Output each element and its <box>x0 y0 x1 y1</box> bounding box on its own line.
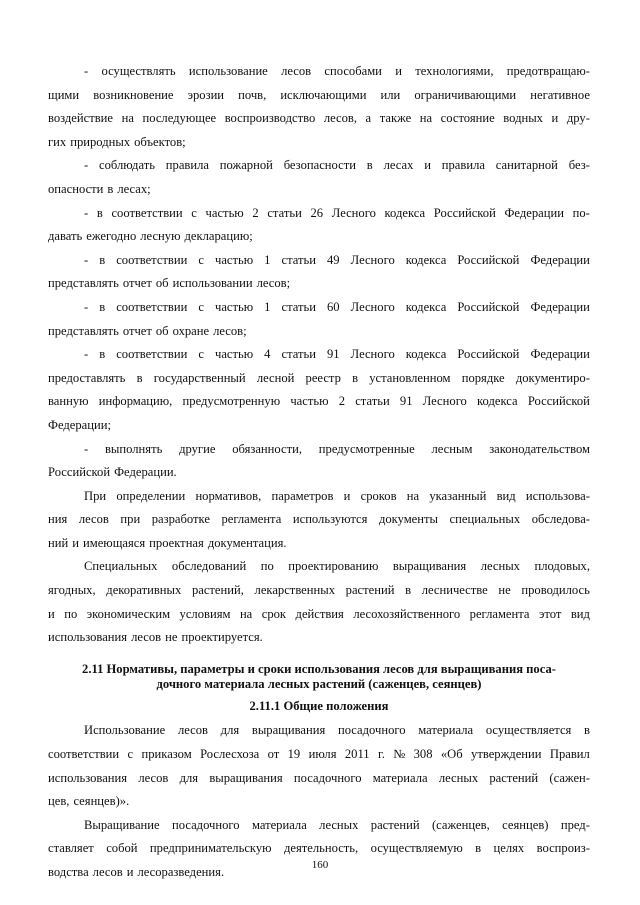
paragraph-p5 <box>48 296 590 343</box>
text-line: - соблюдать правила пожарной безопасности в лесах и правила санитарной без- <box>84 158 590 173</box>
text-line: использования лесов для выращивания посадочного материала лесных растений (сажен- <box>48 770 590 785</box>
paragraph-p7 <box>48 438 590 485</box>
text-line: - в соответствии с частью 4 статьи 91 Лесного кодекса Российской Федерации <box>84 347 590 362</box>
section-heading <box>48 662 590 693</box>
text-line: опасности в лесах; <box>48 181 151 196</box>
text-line: Специальных обследований по проектированию выращивания лесных плодовых, <box>84 559 590 574</box>
section-heading-line: 2.11 Нормативы, параметры и сроки использования лесов для выращивания поса- <box>82 661 556 676</box>
text-line: ний и имеющаяся проектная документация. <box>48 535 287 550</box>
text-line: гих природных объектов; <box>48 134 186 149</box>
text-line: цев, сеянцев)». <box>48 794 130 809</box>
text-line: ния лесов при разработке регламента используются документы специальных обследова- <box>48 512 590 527</box>
paragraph-p2 <box>48 154 590 201</box>
paragraph-p3 <box>48 202 590 249</box>
text-line: воздействие на последующее воспроизводство лесов, а также на состояние водных и дру- <box>48 111 590 126</box>
paragraph-p6 <box>48 343 590 437</box>
paragraph-p10 <box>48 719 590 813</box>
paragraph-p9 <box>48 555 590 649</box>
text-line: представлять отчет об охране лесов; <box>48 323 247 338</box>
paragraph-p8 <box>48 485 590 556</box>
text-line: ставляет собой предпринимательскую деятельность, осуществляемую в целях воспроиз- <box>48 841 590 856</box>
text-line: предоставлять в государственный лесной реестр в установленном порядке документиро- <box>48 370 590 385</box>
text-line: При определении нормативов, параметров и сроков на указанный вид использова- <box>84 488 590 503</box>
text-line: - выполнять другие обязанности, предусмотренные лесным законодательством <box>84 441 590 456</box>
text-line: Федерации; <box>48 417 111 432</box>
text-line: - в соответствии с частью 1 статьи 49 Лесного кодекса Российской Федерации <box>84 252 590 267</box>
text-line: Выращивание посадочного материала лесных растений (саженцев, сеянцев) пред- <box>84 817 590 832</box>
subsection-heading: 2.11.1 Общие положения <box>249 698 389 713</box>
text-line: водства лесов и лесоразведения. <box>48 864 225 879</box>
section-heading-line: дочного материала лесных растений (саженцев, сеянцев) <box>156 677 482 692</box>
text-line: - в соответствии с частью 2 статьи 26 Лесного кодекса Российской Федерации по- <box>84 205 590 220</box>
text-line: ягодных, декоративных растений, лекарственных растений в лесничестве не проводилось <box>48 583 590 598</box>
text-line: - осуществлять использование лесов способами и технологиями, предотвращаю- <box>84 64 590 78</box>
text-line: использования лесов не проектируется. <box>48 630 263 645</box>
paragraph-p11 <box>48 814 590 885</box>
text-line: и по экономическим условиям на срок действия лесохозяйственного регламента этот вид <box>48 606 590 621</box>
text-line: представлять отчет об использовании лесов; <box>48 276 291 291</box>
text-line: - в соответствии с частью 1 статьи 60 Лесного кодекса Российской Федерации <box>84 299 590 314</box>
paragraphs-before-section <box>48 60 590 650</box>
page-number: 160 <box>311 859 329 871</box>
text-line: щими возникновение эрозии почв, исключающими или ограничивающими негативное <box>48 87 590 102</box>
page-content <box>48 60 590 885</box>
text-line: Использование лесов для выращивания посадочного материала осуществляется в <box>84 723 590 738</box>
paragraph-p1 <box>48 60 590 154</box>
paragraph-p4 <box>48 249 590 296</box>
text-line: соответствии с приказом Рослесхоза от 19 июля 2011 г. № 308 «Об утверждении Правил <box>48 746 590 761</box>
text-line: Российской Федерации. <box>48 465 177 480</box>
text-line: ванную информацию, предусмотренную частью 2 статьи 91 Лесного кодекса Российской <box>48 394 590 409</box>
text-line: давать ежегодно лесную декларацию; <box>48 229 253 244</box>
subsection-heading-wrap <box>48 699 590 715</box>
